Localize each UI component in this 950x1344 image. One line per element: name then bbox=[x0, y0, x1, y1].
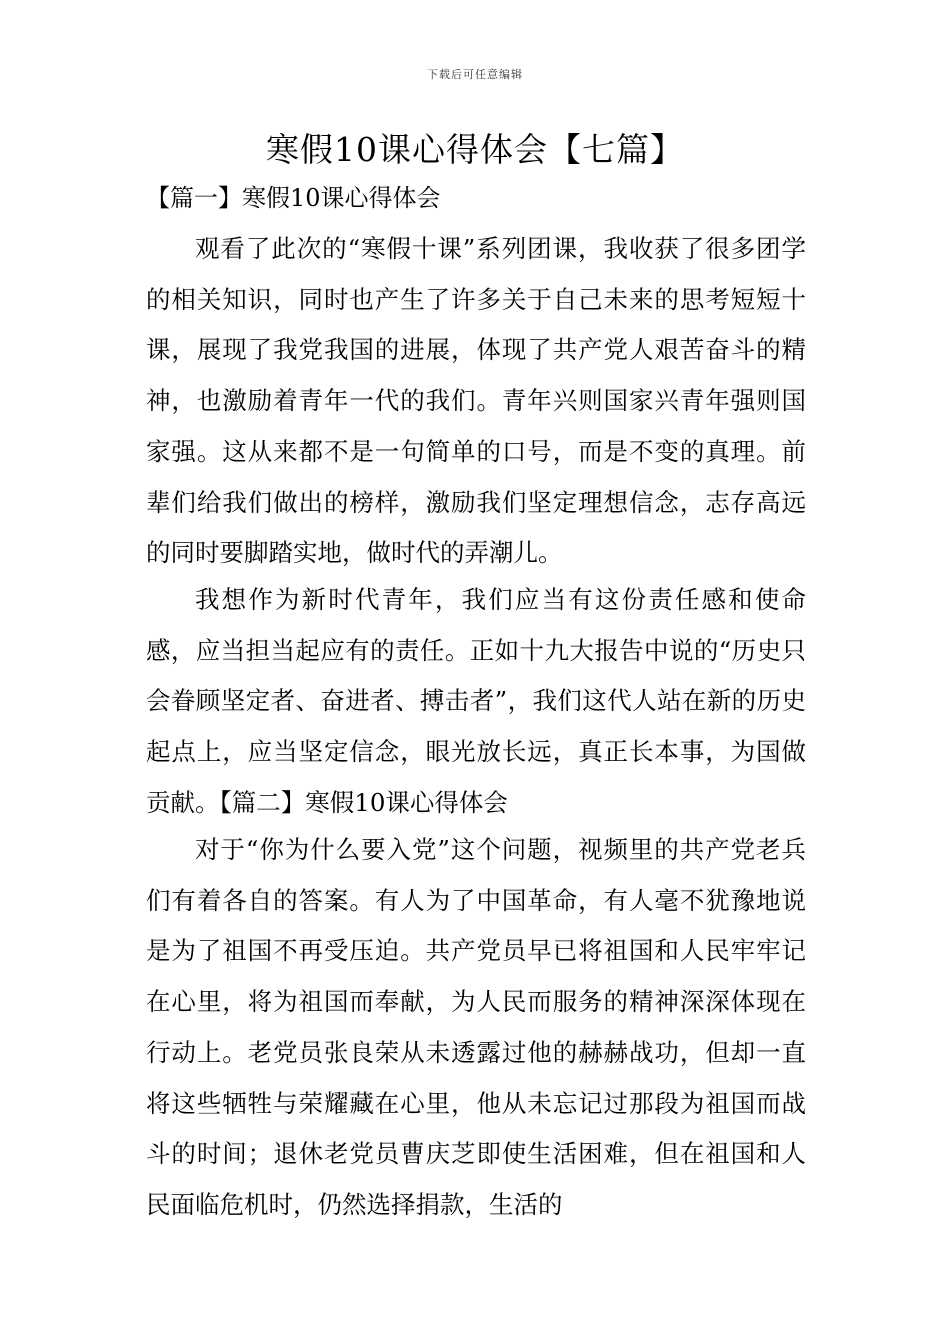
section-heading-1: 【篇一】寒假10课心得体会 bbox=[146, 184, 441, 212]
paragraph-block-2 bbox=[146, 575, 806, 829]
paragraph-1: 观看了此次的“寒假十课”系列团课，我收获了很多团学的相关知识，同时也产生了许多关于自己未来的思考短短十课，展现了我党我国的进展，体现了共产党人艰苦奋斗的精神，也激励着青年一代的我们。青年兴则国家兴青年强则国家强。这从来都不是一句简单的口号，而是不变的真理。前辈们给我们做出的榜样，激励我们坚定理想信念，志存高远的同时要脚踏实地，做时代的弄潮儿。 bbox=[146, 234, 806, 568]
paragraph-3: 对于“你为什么要入党”这个问题，视频里的共产党老兵们有着各自的答案。有人为了中国革命，有人毫不犹豫地说是为了祖国不再受压迫。共产党员早已将祖国和人民牢牢记在心里，将为祖国而奉献，为人民而服务的精神深深体现在行动上。老党员张良荣从未透露过他的赫赫战功，但却一直将这些牺牲与荣耀藏在心里，他从未忘记过那段为祖国而战斗的时间；退休老党员曹庆芝即使生活困难，但在祖国和人民面临危机时，仍然选择捐款，生活的 bbox=[146, 835, 806, 1219]
header-note: 下载后可任意编辑 bbox=[427, 68, 523, 81]
paragraph-2: 我想作为新时代青年，我们应当有这份责任感和使命感，应当担当起应有的责任。正如十九大报告中说的“历史只会眷顾坚定者、奋进者、搏击者”，我们这代人站在新的历史起点上，应当坚定信念，眼光放长远，真正长本事，为国做贡献。 bbox=[146, 585, 806, 817]
section-heading-2: 【篇二】寒假10课心得体会 bbox=[219, 787, 508, 817]
paragraph-2-container bbox=[146, 575, 806, 829]
document-title: 寒假10课心得体会【七篇】 bbox=[266, 130, 684, 169]
paragraph-block-1 bbox=[146, 224, 806, 579]
paragraph-block-3 bbox=[146, 825, 806, 1231]
